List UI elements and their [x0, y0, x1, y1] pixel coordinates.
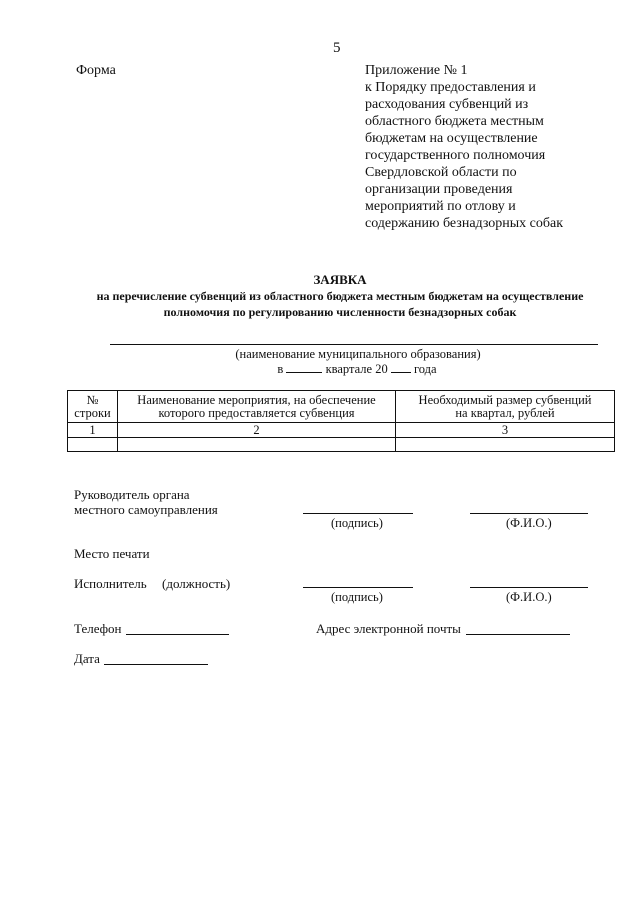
- header-text: №: [86, 392, 99, 407]
- table-cell[interactable]: [396, 438, 615, 452]
- subtitle-line: полномочия по регулированию численности безнадзорных собак: [163, 305, 517, 319]
- fio-line[interactable]: [470, 513, 588, 514]
- appendix-line: бюджетам на осуществление: [365, 131, 538, 146]
- subvention-table: [67, 390, 615, 452]
- table-cell[interactable]: [118, 438, 396, 452]
- appendix-line: к Порядку предоставления и: [365, 80, 536, 95]
- column-number: 1: [68, 423, 118, 438]
- phone-label: Телефон: [74, 621, 122, 636]
- appendix-line: Приложение № 1: [365, 63, 468, 78]
- subtitle-line: на перечисление субвенций из областного бюджета местным бюджетам на осуществление: [96, 289, 584, 303]
- phone-line[interactable]: [126, 634, 229, 635]
- form-label: Форма: [76, 63, 116, 78]
- executor-fio-caption: (Ф.И.О.): [506, 590, 552, 604]
- quarter-middle: кварталe 20: [325, 362, 388, 376]
- appendix-line: организации проведения: [365, 182, 513, 197]
- header-text: которого предоставляется субвенция: [158, 405, 355, 420]
- head-of-body-label-1: Руководитель органа: [74, 487, 190, 502]
- quarter-suffix: года: [413, 362, 437, 376]
- appendix-line: мероприятий по отлову и: [365, 199, 516, 214]
- executor-signature-caption: (подпись): [331, 590, 383, 604]
- fio-caption: (Ф.И.О.): [506, 516, 552, 530]
- seal-place-label: Место печати: [74, 546, 150, 561]
- page-number: 5: [333, 40, 341, 56]
- municipality-fill-line[interactable]: [110, 344, 598, 345]
- header-event-name: [118, 391, 396, 423]
- header-text: строки: [74, 405, 111, 420]
- table-cell[interactable]: [68, 438, 118, 452]
- quarter-blank[interactable]: [286, 362, 322, 373]
- header-text: Наименование мероприятия, на обеспечение: [137, 392, 376, 407]
- signature-caption: (подпись): [331, 516, 383, 530]
- year-blank[interactable]: [391, 362, 411, 373]
- position-label: (должность): [162, 576, 231, 591]
- email-label: Адрес электронной почты: [316, 621, 461, 636]
- quarter-prefix: в: [277, 362, 284, 376]
- appendix-block: [365, 62, 563, 232]
- quarter-line: [0, 362, 640, 377]
- appendix-line: расходования субвенций из: [365, 97, 529, 112]
- table-header-row: [68, 391, 615, 423]
- column-number: 3: [396, 423, 615, 438]
- date-line[interactable]: [104, 664, 208, 665]
- table-row: [68, 438, 615, 452]
- municipality-caption: (наименование муниципального образования): [235, 347, 481, 361]
- executor-signature-line[interactable]: [303, 587, 413, 588]
- signature-line[interactable]: [303, 513, 413, 514]
- appendix-line: Свердловской области по: [365, 165, 517, 180]
- appendix-line: государственного полномочия: [365, 148, 546, 163]
- header-text: Необходимый размер субвенций: [418, 392, 592, 407]
- date-label: Дата: [74, 651, 100, 666]
- executor-label: Исполнитель: [74, 576, 147, 591]
- header-subvention-amount: [396, 391, 615, 423]
- document-subtitle: [0, 288, 640, 320]
- column-number: 2: [118, 423, 396, 438]
- email-line[interactable]: [466, 634, 570, 635]
- table-row: [68, 423, 615, 438]
- appendix-line: областного бюджета местным: [365, 114, 544, 129]
- header-row-number: [68, 391, 118, 423]
- executor-fio-line[interactable]: [470, 587, 588, 588]
- document-title: ЗАЯВКА: [313, 272, 367, 287]
- head-of-body-label-2: местного самоуправления: [74, 502, 218, 517]
- appendix-line: содержанию безнадзорных собак: [365, 216, 564, 231]
- header-text: на квартал, рублей: [455, 405, 555, 420]
